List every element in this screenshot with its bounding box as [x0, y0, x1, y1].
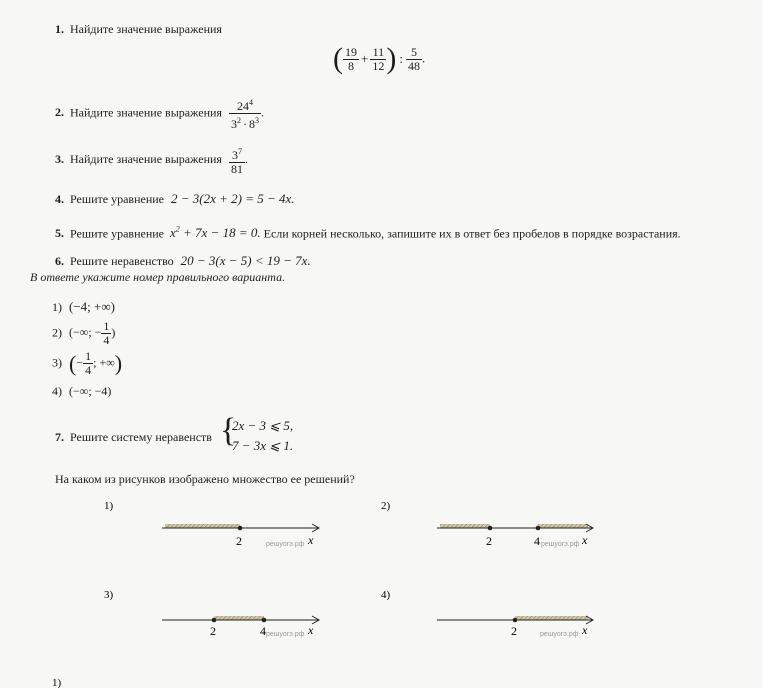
answer-note: В ответе укажите номер правильного варианта.: [30, 270, 286, 284]
fraction: [406, 46, 422, 73]
numerator: 11: [372, 44, 385, 59]
denominator: 8: [343, 59, 359, 73]
task-instruction: Если корней несколько, запишите их в ответ без пробелов в порядке возрастания.: [263, 226, 681, 241]
point-label: 2: [486, 534, 492, 548]
figure-label: 4): [381, 589, 391, 601]
task-text: Решите систему неравенств: [70, 430, 212, 444]
inequality-line-2: 7 − 3x ⩽ 1.: [232, 438, 294, 453]
figure-label: 3): [104, 589, 114, 601]
task-number: 4.: [55, 192, 64, 206]
fraction: [229, 145, 245, 176]
shaded-region: [214, 616, 264, 620]
task-2-prompt: [55, 96, 264, 131]
task-6-prompt: [55, 254, 311, 268]
axis-variable: x: [582, 623, 588, 637]
numerator: $24^4$: [236, 98, 253, 113]
denominator: $3^2 \cdot 8^3$: [229, 113, 261, 131]
task-7-question: На каком из рисунков изображено множество ее решений?: [55, 472, 355, 486]
task-3-prompt: [55, 144, 248, 176]
equation: $x^2 + 7x - 18 = 0$.: [169, 225, 261, 241]
paren-close: ): [386, 42, 397, 75]
option-2[interactable]: 2) (−∞; − $\frac{1}{4}$ ): [52, 319, 116, 347]
figure-3[interactable]: [104, 589, 319, 638]
point-marker: [536, 526, 541, 531]
option-3[interactable]: 3) (− $\frac{1}{4}$ ; +∞): [52, 349, 123, 377]
task-text: Решите неравенство: [70, 254, 174, 268]
point-marker: [513, 618, 518, 623]
option-4[interactable]: 4) (−∞; −4): [52, 384, 112, 398]
point-marker: [238, 526, 243, 531]
operator: :: [399, 50, 403, 66]
fraction: [370, 46, 386, 73]
fraction: $\frac{1}{4}$: [103, 319, 110, 347]
task-5-prompt: [55, 223, 681, 240]
task-7-prompt: [55, 430, 212, 444]
point-marker: [262, 618, 267, 623]
point-label: 2: [236, 534, 242, 548]
task-number: 5.: [55, 226, 64, 241]
task-text: Решите уравнение: [70, 226, 164, 241]
inequality-system: [232, 416, 293, 456]
system-brace: {: [220, 412, 237, 449]
numerator: 5: [410, 44, 417, 59]
number-line-figures: [0, 490, 763, 688]
option-1[interactable]: 1) (−4; +∞): [52, 299, 115, 314]
task-1-expression: [333, 44, 425, 74]
figure-2[interactable]: [381, 500, 593, 548]
fraction: $\frac{1}{4}$: [85, 349, 92, 377]
task-text: Найдите значение выражения: [70, 105, 222, 120]
task-1-prompt: [55, 22, 222, 36]
shaded-region: [538, 524, 588, 528]
fraction: [343, 46, 359, 73]
numerator: $3^7$: [231, 146, 242, 162]
watermark: решуогэ.рф: [266, 541, 305, 548]
period: .: [244, 152, 248, 166]
denominator: 81: [230, 161, 243, 176]
point-marker: [488, 526, 493, 531]
task-number: 7.: [55, 430, 64, 444]
period: .: [260, 105, 264, 120]
task-number: 1.: [55, 22, 64, 36]
inequality-line-1: 2x − 3 ⩽ 5,: [232, 418, 294, 433]
point-marker: [212, 618, 217, 623]
task-text: Найдите значение выражения: [70, 22, 222, 36]
denominator: 48: [407, 58, 420, 73]
task-text: Решите уравнение: [70, 192, 164, 206]
denominator: 12: [372, 58, 385, 73]
point-label: 2: [511, 624, 517, 638]
footer-option-label: 1): [52, 677, 62, 688]
axis-variable: x: [308, 623, 314, 637]
shaded-region: [515, 616, 588, 620]
task-number: 6.: [55, 254, 64, 268]
task-text: Найдите значение выражения: [70, 152, 222, 166]
fraction: [229, 96, 261, 131]
watermark: решуогэ.рф: [541, 541, 580, 548]
watermark: решуогэ.рф: [540, 631, 579, 638]
shaded-region: [165, 524, 240, 528]
operator: +: [361, 50, 369, 66]
figure-4[interactable]: [381, 589, 593, 638]
figure-label: 2): [381, 500, 391, 512]
figure-1[interactable]: [104, 500, 319, 548]
axis-variable: x: [582, 533, 588, 547]
point-label: 4: [534, 534, 540, 548]
task-4-prompt: [55, 192, 295, 206]
period: .: [421, 50, 426, 66]
point-label: 4: [260, 624, 266, 638]
axis-variable: x: [308, 533, 314, 547]
task-number: 3.: [55, 152, 64, 166]
paren-open: (: [333, 42, 343, 75]
numerator: 19: [345, 44, 357, 59]
watermark: решуогэ.рф: [266, 631, 305, 638]
figure-label: 1): [104, 500, 114, 512]
equation: 2 − 3(2x + 2) = 5 − 4x.: [170, 191, 295, 206]
inequality: 20 − 3(x − 5) < 19 − 7x.: [180, 253, 311, 268]
point-label: 2: [210, 624, 216, 638]
task-number: 2.: [55, 105, 64, 120]
shaded-region: [440, 524, 490, 528]
